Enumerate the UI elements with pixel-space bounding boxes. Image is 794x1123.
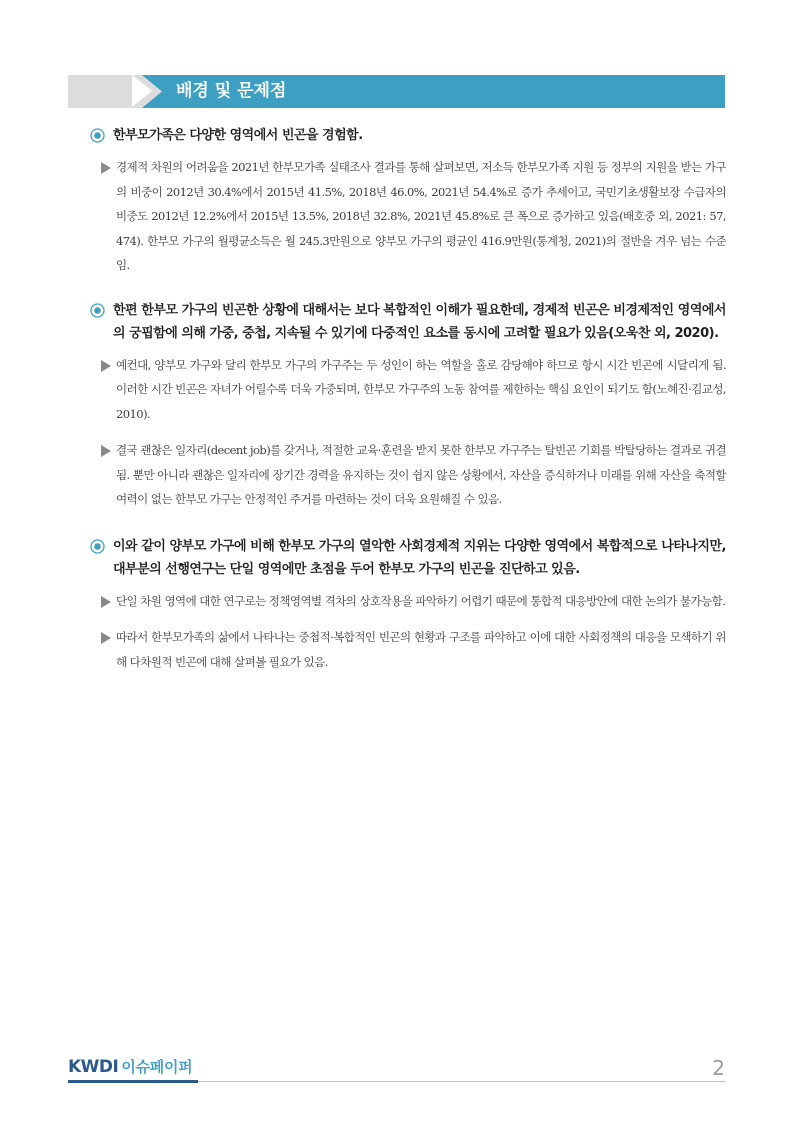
list-item-text: 예컨대, 양부모 가구와 달리 한부모 가구의 가구주는 두 성인이 하는 역할을 홀로 감당해야 하므로 항시 시간 빈곤에 시달리게 됨. 이러한 시간 빈곤은 자녀가 어릴수록 더욱 가중되며, 한부모 가구주의 노동 참여를 제한하는 핵심 요인이 되기도 함(노혜진·김교성, 2010). [116,357,726,421]
section-title: 배경 및 문제점 [176,81,287,101]
list-item-text: 따라서 한부모가족의 삶에서 나타나는 중첩적·복합적인 빈곤의 현황과 구조를 파악하고 이에 대한 사회정책의 대응을 모색하기 위해 다차원적 빈곤에 대해 살펴볼 필요가 있음. [116,630,726,669]
logo-main-text: KWDI [68,1057,119,1077]
logo-sub-text: 이슈페이퍼 [121,1058,193,1076]
bullet-point [90,124,726,147]
list-item-text: 단일 차원 영역에 대한 연구로는 정책영역별 격차의 상호작용을 파악하기 어렵기 때문에 통합적 대응방안에 대한 논의가 불가능함. [116,593,726,608]
triangle-right-icon [101,360,111,372]
triangle-right-icon [101,445,111,457]
target-circle-icon [90,128,105,143]
target-circle-icon [90,303,105,318]
triangle-right-icon [101,596,111,608]
triangle-right-icon [101,632,111,644]
list-item-text: 결국 괜찮은 일자리(decent job)를 갖거나, 적절한 교육·훈련을 받지 못한 한부모 가구주는 탈빈곤 기회를 박탈당하는 결과로 귀결됨. 뿐만 아니라 괜찮은 일자리에 장기간 경력을 유지하는 것이 쉽지 않은 상황에서, 자산을 증식하거나 미래를 위해 자산을 축적할 여력이 없는 한부모 가구는 안정적인 주거를 마련하는 것이 더욱 요원해질 수 있음. [116,443,726,506]
list-item [90,438,726,512]
sub-list [90,353,726,512]
list-item-text: 경제적 차원의 어려움을 2021년 한부모가족 실태조사 결과를 통해 살펴보면, 저소득 한부모가족 지원 등 정부의 지원을 받는 가구의 비중이 2012년 30.4%에서 2015년 41.5%, 2018년 46.0%, 2021년 54.4%로 증가 추세이고, 국민기초생활보장 수급자의 비중도 2012년 12.2%에서 2015년 13.5%, 2018년 32.8%, 2021년 45.8%로 큰 폭으로 증가하고 있음(배호중 외, 2021: 57, 474). 한부모 가구의 월평균소득은 월 245.3만원으로 양부모 가구의 평균인 416.9만원(통계청, 2021)의 절반을 겨우 넘는 수준임. [116,160,726,272]
bullet-text: 한부모가족은 다양한 영역에서 빈곤을 경험함. [113,128,363,143]
bullet-text: 이와 같이 양부모 가구에 비해 한부모 가구의 열악한 사회경제적 지위는 다양한 영역에서 복합적으로 나타나지만, 대부분의 선행연구는 단일 영역에만 초점을 두어 한부모 가구의 빈곤을 진단하고 있음. [113,538,726,577]
main-content [90,124,726,674]
section-1 [90,124,726,278]
footer-rule-accent [68,1080,198,1083]
bullet-text: 한편 한부모 가구의 빈곤한 상황에 대해서는 보다 복합적인 이해가 필요한데, 경제적 빈곤은 비경제적인 영역에서의 궁핍함에 의해 가중, 중첩, 지속될 수 있기에 다중적인 요소를 동시에 고려할 필요가 있음(오욱찬 외, 2020). [113,302,726,341]
target-circle-icon [90,539,105,554]
sub-list [90,589,726,675]
footer-logo [68,1056,192,1078]
list-item [90,353,726,427]
list-item [90,589,726,614]
triangle-right-icon [101,162,111,174]
list-item [90,155,726,278]
sub-list [90,155,726,278]
bullet-point [90,299,726,345]
footer-rule [198,1081,725,1082]
page-number: 2 [712,1056,725,1080]
bullet-point [90,535,726,581]
list-item [90,625,726,674]
section-2 [90,299,726,512]
section-3 [90,535,726,675]
